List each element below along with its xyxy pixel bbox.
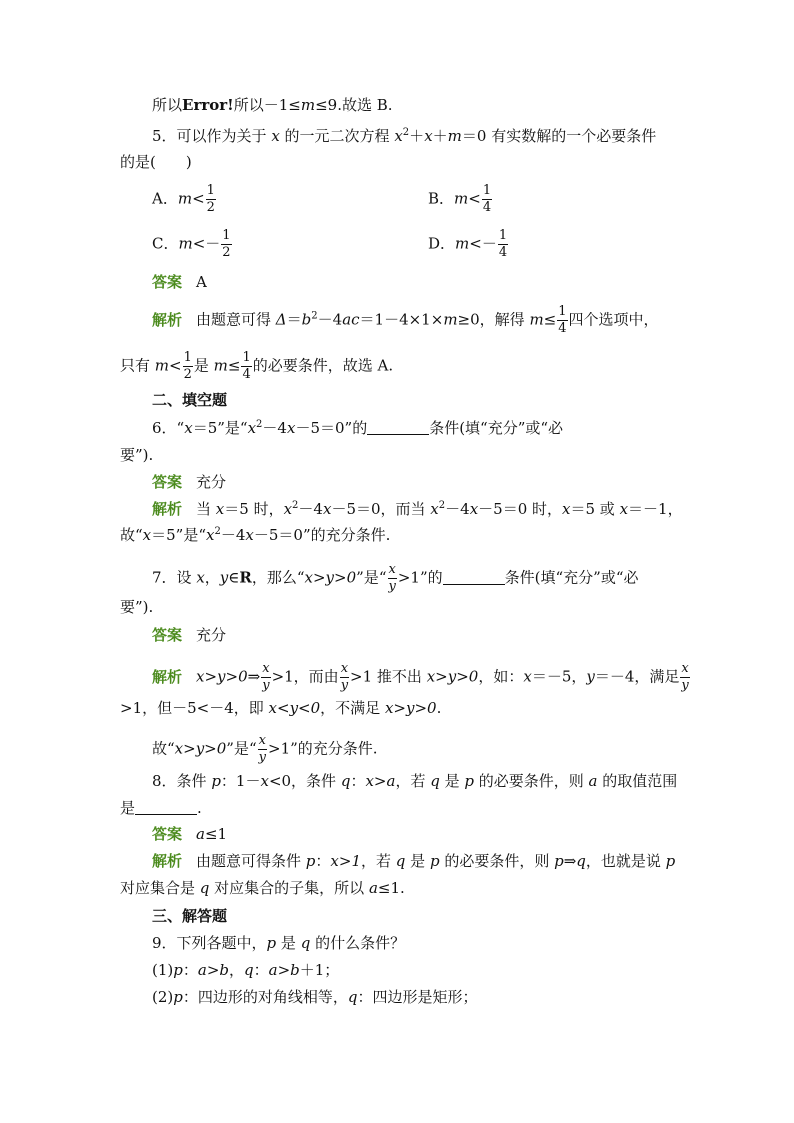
expr: x>y>0⇒: [196, 667, 261, 686]
expr: x>y>0: [174, 739, 227, 758]
q5-option-d: [428, 228, 509, 261]
text: 的必要条件，故选 A.: [252, 356, 394, 375]
text: 四个选项中，: [568, 310, 659, 329]
option-label: D．: [428, 234, 456, 253]
text: ：四边形是矩形；: [357, 988, 478, 1006]
text: >1，但－5<－4，即: [120, 699, 269, 717]
exponent: 2: [256, 419, 263, 430]
q7-stem-line2: 要”).: [120, 598, 154, 616]
q8-analysis-line1: [152, 850, 675, 872]
error-text: Error!: [182, 96, 234, 114]
var: p: [305, 852, 316, 870]
fraction: [498, 228, 508, 261]
text: <－: [192, 234, 221, 253]
text: ＝5”是“: [192, 419, 248, 437]
text: 5．可以作为关于: [152, 127, 272, 145]
text: ＝0 有实数解的一个必要条件: [461, 127, 657, 145]
var: Δ: [275, 310, 287, 329]
var: a: [368, 879, 378, 897]
text: 9．下列各题中，: [152, 934, 267, 952]
text: 所以－1≤: [233, 96, 301, 114]
text: ＋: [409, 127, 425, 145]
text: 由题意可得条件: [196, 852, 306, 870]
var: p: [266, 934, 277, 952]
var: ac: [342, 310, 360, 329]
var: m: [154, 356, 170, 375]
text: －4: [445, 500, 470, 518]
denominator: 4: [558, 321, 567, 336]
var: x: [619, 500, 629, 518]
exponent: 2: [292, 500, 299, 511]
q5-analysis-line1: [152, 304, 659, 337]
text: >1 推不出: [350, 667, 427, 686]
denominator: y: [340, 678, 349, 693]
text: ，如：: [478, 667, 524, 686]
var: q: [395, 852, 406, 870]
text: 是: [193, 356, 214, 375]
numerator: 1: [183, 350, 192, 365]
var: x: [247, 419, 257, 437]
section-heading-fill-in: 二、填空题: [152, 391, 228, 409]
expr: a>b: [197, 961, 229, 979]
var: m: [300, 96, 316, 114]
text: ，若: [395, 772, 431, 790]
text: 的必要条件，则: [439, 852, 555, 870]
var: q: [199, 879, 210, 897]
expr: x>y>0: [426, 667, 479, 686]
q5-answer: [152, 271, 207, 293]
text: 的什么条件？: [310, 934, 406, 952]
var: q: [244, 961, 254, 979]
denominator: 4: [482, 200, 492, 215]
set-symbol: R: [239, 568, 252, 587]
var: q: [340, 772, 351, 790]
text: 的一元二次方程: [279, 127, 395, 145]
fraction: [482, 183, 492, 216]
q6-answer: [152, 471, 226, 493]
text: ＝5”是“: [151, 526, 207, 544]
text: ”是“: [226, 739, 257, 758]
var: x: [196, 568, 205, 587]
q8-analysis-line2: [120, 877, 405, 899]
text: 的取值范围: [597, 772, 678, 790]
numerator: 1: [482, 183, 492, 198]
q5-stem-line2: 的是( ): [120, 153, 192, 171]
text: ，不满足: [320, 699, 385, 717]
q8-answer: [152, 823, 227, 845]
section-heading-solutions: 三、解答题: [152, 907, 228, 925]
q7-stem-line1: [152, 562, 639, 595]
var: q: [430, 772, 440, 790]
answer-value: 充分: [196, 626, 227, 644]
text: 是: [405, 852, 430, 870]
var: m: [177, 189, 193, 208]
var: a: [196, 825, 205, 843]
denominator: 2: [206, 200, 215, 215]
var: x: [142, 526, 152, 544]
exponent: 2: [214, 526, 221, 537]
text: ：: [350, 772, 366, 790]
expr: x>y>0: [384, 699, 437, 717]
text: －5＝0”的: [295, 419, 368, 437]
var: m: [213, 356, 228, 375]
answer-value: 充分: [196, 473, 227, 491]
text: 条件(填“充分”或“必: [504, 568, 639, 587]
var: x: [245, 526, 254, 544]
line-result: [152, 94, 393, 116]
q6-stem-line1: [152, 417, 563, 439]
q6-stem-line2: 要”).: [120, 446, 154, 464]
answer-blank: [443, 570, 505, 585]
text: <0，条件: [268, 772, 341, 790]
var: m: [447, 127, 462, 145]
denominator: 4: [242, 367, 251, 382]
text: >1”的充分条件.: [268, 739, 378, 758]
fraction: [680, 661, 689, 694]
q9-sub2: [152, 986, 478, 1008]
var: a: [588, 772, 598, 790]
var: x: [430, 500, 439, 518]
text: －5＝0”的充分条件.: [253, 526, 391, 544]
var: m: [454, 189, 469, 208]
var: x: [424, 127, 433, 145]
text: 是: [439, 772, 465, 790]
text: ≥0，解得: [457, 310, 530, 329]
text: ＝: [286, 310, 302, 329]
q9-stem: [152, 932, 405, 954]
text: ≤9.故选 B.: [315, 96, 393, 114]
var: x: [523, 667, 532, 686]
text: ，那么“: [251, 568, 305, 587]
text: >1，而由: [271, 667, 339, 686]
fraction: [557, 304, 567, 337]
text: ≤: [227, 356, 241, 375]
numerator: 1: [222, 228, 231, 243]
expr: x>y>0: [304, 568, 357, 587]
text: 的必要条件，则: [473, 772, 589, 790]
var: q: [576, 852, 586, 870]
text: 对应集合的子集，所以: [209, 879, 369, 897]
text: －4: [317, 310, 343, 329]
denominator: y: [388, 579, 396, 594]
analysis-label: 解析: [152, 310, 183, 329]
var: x: [283, 500, 293, 518]
text: ：1－: [220, 772, 261, 790]
text: 6．“: [152, 419, 185, 437]
text: (2): [152, 988, 174, 1006]
text: ＋: [432, 127, 448, 145]
answer-label: 答案: [152, 273, 183, 291]
answer-label: 答案: [152, 626, 183, 644]
denominator: y: [258, 750, 266, 765]
answer-blank: [135, 800, 197, 815]
var: x: [260, 772, 269, 790]
expr: x>1: [330, 852, 361, 870]
fraction: [340, 661, 349, 694]
text: 只有: [120, 356, 155, 375]
exponent: 2: [402, 127, 410, 138]
text: .: [197, 799, 202, 817]
fraction: [206, 183, 216, 216]
var: p: [173, 988, 183, 1006]
var: m: [455, 234, 470, 253]
var: q: [347, 988, 358, 1006]
var: b: [301, 310, 312, 329]
numerator: 1: [206, 183, 215, 198]
text: ，若: [361, 852, 396, 870]
text: ：: [253, 961, 269, 979]
numerator: x: [681, 661, 689, 676]
fraction: [388, 562, 397, 595]
option-label: C．: [152, 234, 179, 253]
q5-option-c: [152, 228, 233, 261]
var: x: [184, 419, 193, 437]
text: ，: [229, 961, 245, 979]
numerator: x: [340, 661, 349, 676]
q7-analysis-line1: [152, 661, 691, 694]
text: ＝5 时，: [224, 500, 284, 518]
numerator: 1: [498, 228, 508, 243]
text: <: [169, 356, 182, 375]
text: ∈: [228, 568, 240, 587]
denominator: 2: [222, 245, 231, 260]
var: p: [429, 852, 440, 870]
text: －4: [220, 526, 246, 544]
text: 故“: [152, 739, 175, 758]
option-label: B．: [428, 189, 455, 208]
answer-label: 答案: [152, 825, 183, 843]
var: m: [178, 234, 193, 253]
var: x: [215, 500, 225, 518]
text: ：四边形的对角线相等，: [182, 988, 348, 1006]
text: ＝5 或: [570, 500, 620, 518]
var: y: [219, 568, 229, 587]
numerator: 1: [558, 304, 567, 319]
text: ，也就是说: [585, 852, 666, 870]
var: p: [173, 961, 183, 979]
q5-analysis-line2: [120, 350, 393, 383]
q5-stem-line1: [152, 125, 656, 147]
fraction: [241, 350, 251, 383]
expr: x>a: [365, 772, 396, 790]
text: <: [468, 189, 481, 208]
text: 对应集合是: [120, 879, 200, 897]
text: －5＝0，而当: [331, 500, 431, 518]
exponent: 2: [438, 500, 446, 511]
q7-analysis-line3: [152, 733, 378, 766]
text: 所以: [152, 96, 183, 114]
text: 当: [196, 500, 216, 518]
text: ＝－5，: [531, 667, 587, 686]
text: ，: [204, 568, 220, 587]
numerator: x: [388, 562, 396, 577]
text: ≤1.: [377, 879, 405, 897]
denominator: y: [681, 678, 689, 693]
var: x: [206, 526, 215, 544]
q7-answer: [152, 624, 226, 646]
analysis-label: 解析: [152, 500, 183, 518]
text: ：: [315, 852, 331, 870]
text: －4: [298, 500, 323, 518]
var: x: [394, 127, 403, 145]
option-label: A．: [152, 189, 178, 208]
text: 是: [120, 799, 136, 817]
text: 是: [276, 934, 301, 952]
analysis-label: 解析: [152, 852, 183, 870]
answer-value: A: [196, 273, 207, 291]
text: －5＝0 时，: [478, 500, 563, 518]
answer-value: ≤1: [204, 825, 228, 843]
var: m: [443, 310, 458, 329]
var: x: [469, 500, 479, 518]
text: ”是“: [356, 568, 387, 587]
denominator: 4: [498, 245, 508, 260]
var: p: [554, 852, 564, 870]
denominator: y: [262, 678, 270, 693]
expr: a>b: [268, 961, 300, 979]
text: <: [192, 189, 205, 208]
text: (1): [152, 961, 174, 979]
fraction: [221, 228, 231, 261]
text: ⇒: [563, 852, 577, 870]
text: 条件(填“充分”或“必: [429, 419, 564, 437]
numerator: 1: [242, 350, 251, 365]
text: ＝1－4×1×: [359, 310, 444, 329]
expr: x<y<0: [268, 699, 321, 717]
text: －4: [262, 419, 287, 437]
exponent: 2: [311, 310, 318, 322]
var: x: [322, 500, 332, 518]
answer-blank: [367, 420, 429, 435]
var: p: [464, 772, 474, 790]
var: q: [300, 934, 311, 952]
var: p: [665, 852, 676, 870]
q7-analysis-line2: [120, 697, 441, 719]
denominator: 2: [183, 367, 192, 382]
text: <－: [469, 234, 497, 253]
q8-stem-line2: [120, 797, 202, 819]
text: 8．条件: [152, 772, 212, 790]
fraction: [261, 661, 270, 694]
text: ＝－1，: [628, 500, 683, 518]
analysis-label: 解析: [152, 667, 183, 686]
numerator: x: [258, 733, 266, 748]
fraction: [183, 350, 193, 383]
var: x: [286, 419, 296, 437]
q9-sub1: [152, 959, 339, 981]
text: 7．设: [152, 568, 197, 587]
text: 由题意可得: [196, 310, 276, 329]
numerator: x: [262, 661, 270, 676]
var: y: [586, 667, 595, 686]
text: ：: [182, 961, 198, 979]
var: p: [211, 772, 221, 790]
text: .: [436, 699, 442, 717]
var: x: [562, 500, 571, 518]
text: ＝－4，满足: [594, 667, 680, 686]
text: ＋1；: [299, 961, 340, 979]
q8-stem-line1: [152, 770, 677, 792]
answer-label: 答案: [152, 473, 183, 491]
q5-option-a: [152, 183, 217, 216]
fraction: [258, 733, 267, 766]
text: 故“: [120, 526, 143, 544]
q6-analysis-line2: [120, 524, 390, 546]
q6-analysis-line1: [152, 498, 683, 520]
var: x: [271, 127, 280, 145]
var: m: [529, 310, 544, 329]
text: ≤: [543, 310, 557, 329]
text: >1”的: [397, 568, 443, 587]
q5-option-b: [428, 183, 493, 216]
